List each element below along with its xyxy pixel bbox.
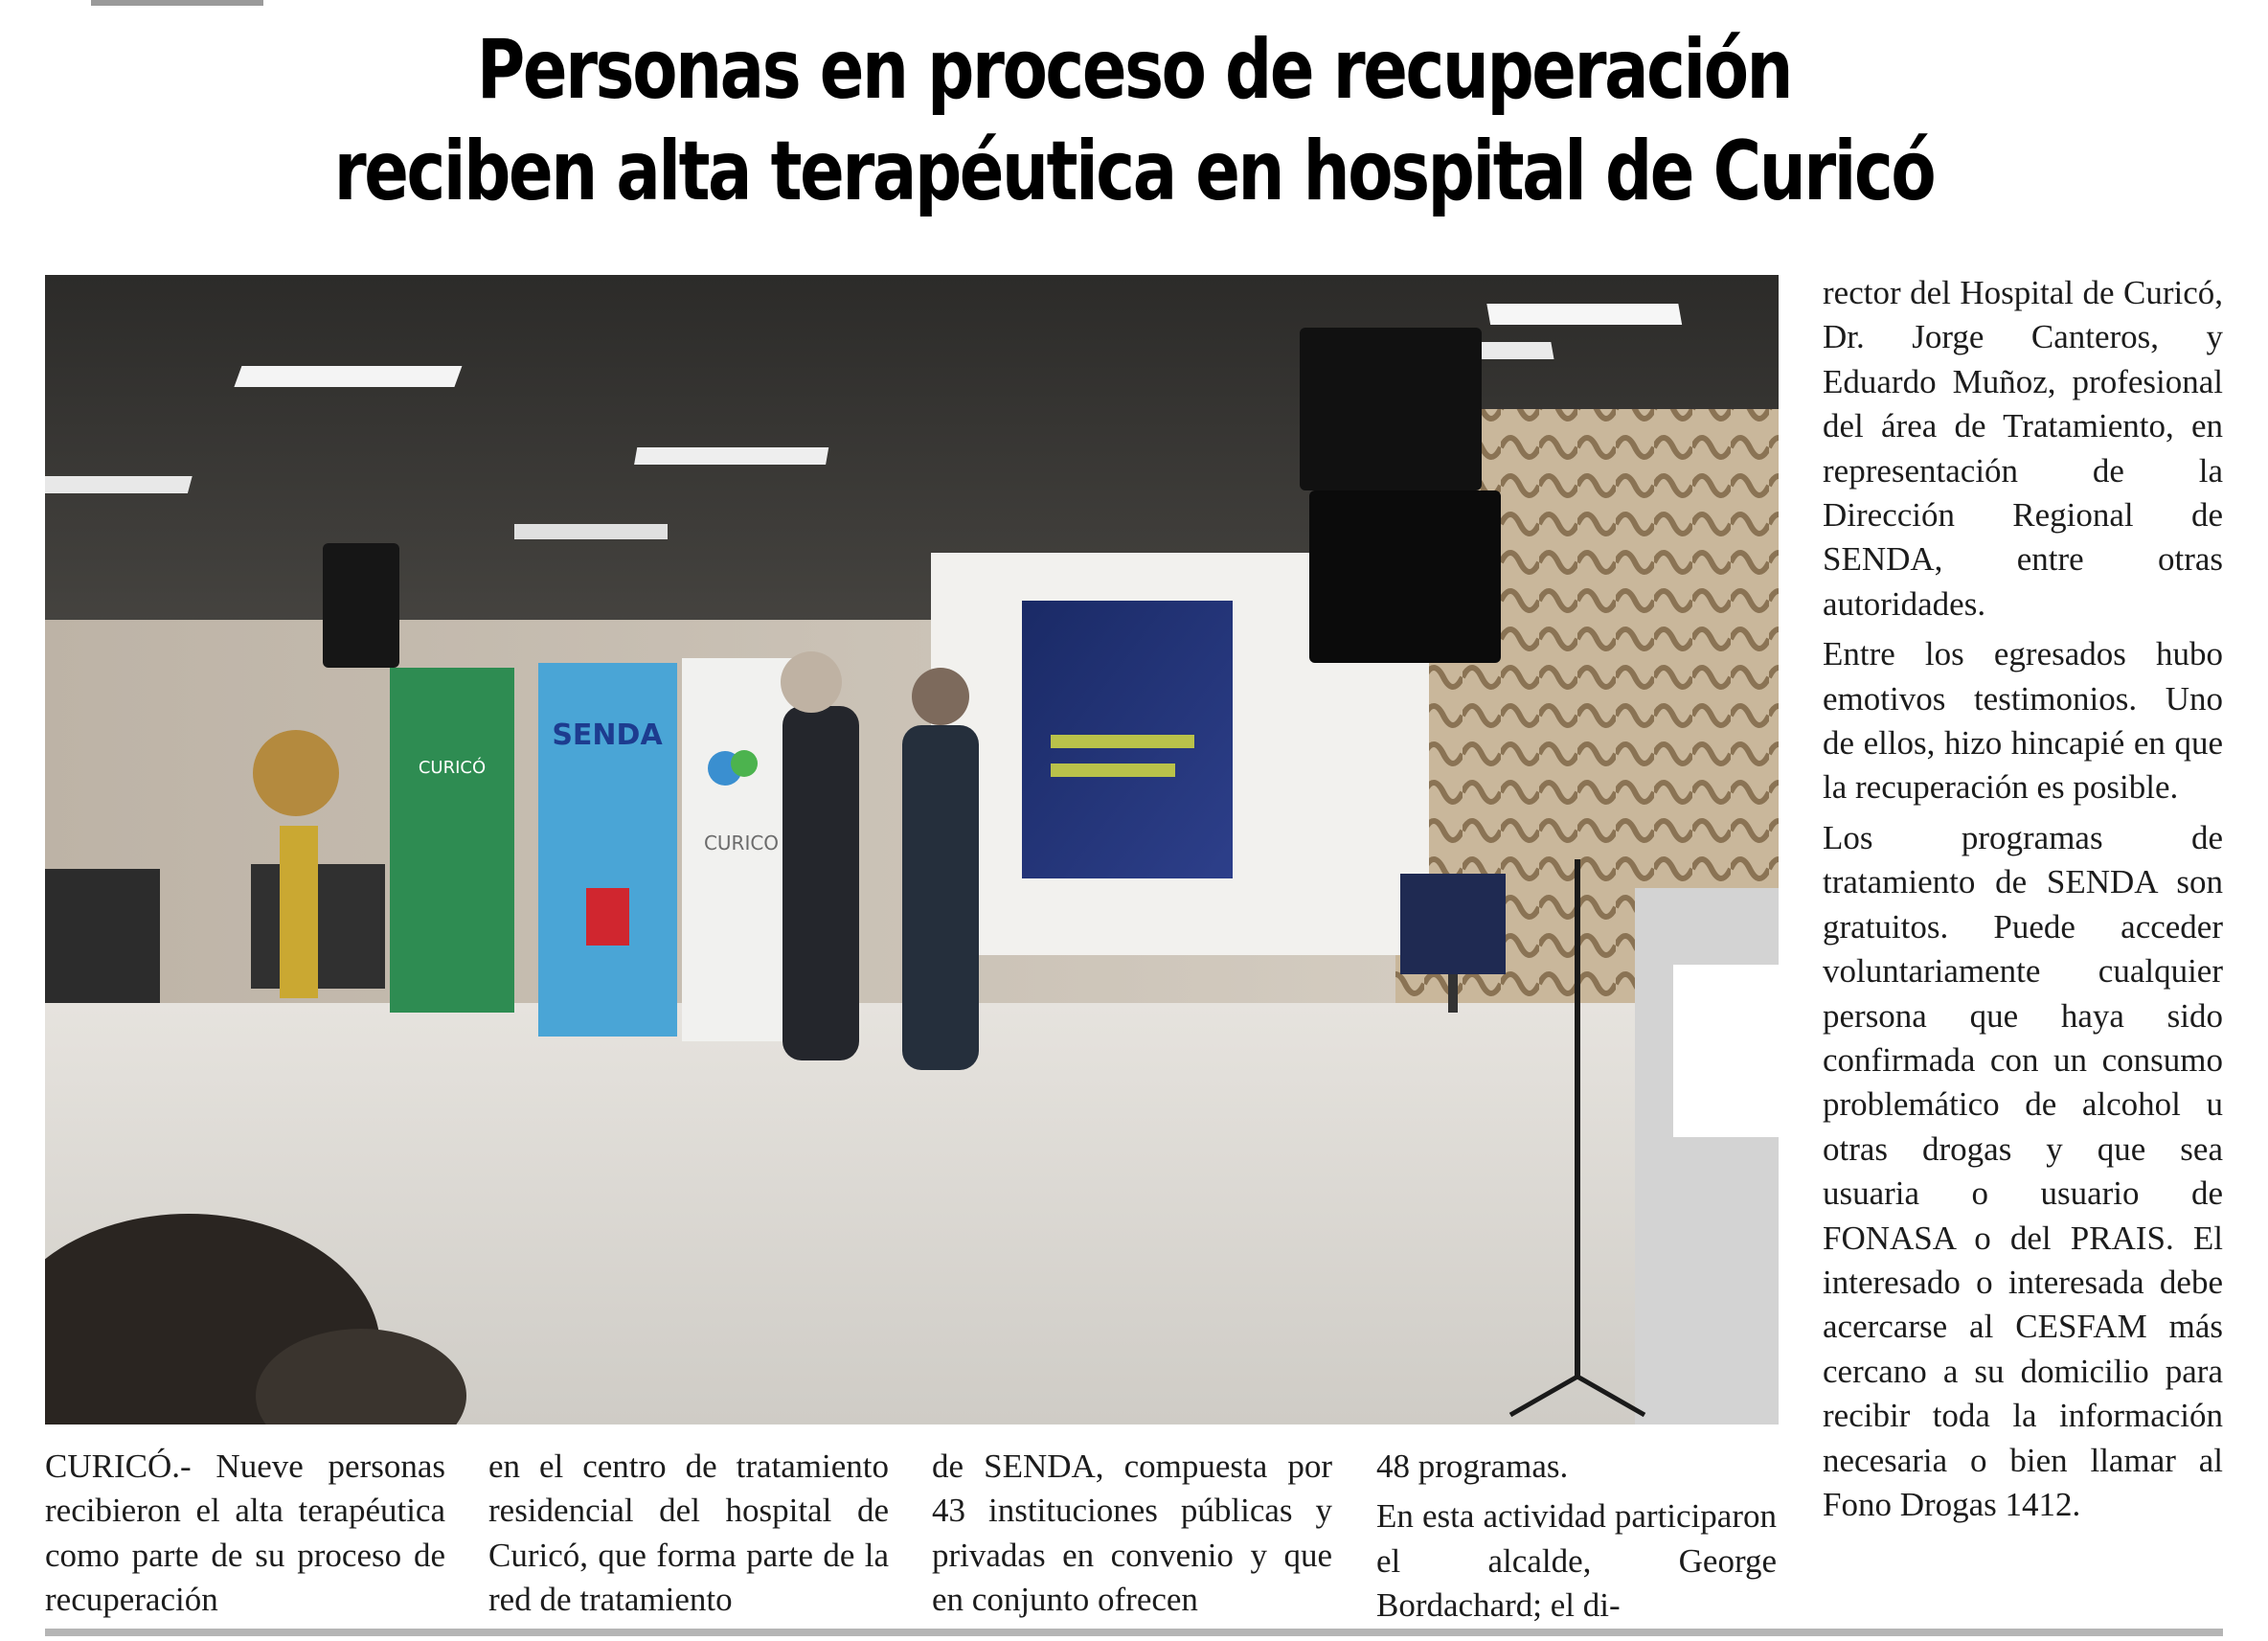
article-column-2 (488, 1445, 889, 1629)
banner-senda-text: SENDA (552, 718, 663, 752)
bottom-rule (45, 1629, 2223, 1636)
article-photo (45, 275, 1779, 1424)
paragraph: rector del Hospital de Curicó, Dr. Jorge Canteros, y Eduardo Muñoz, profesional del área de Tratamiento, en representación de la Dirección Regional de SENDA, entre otras autoridades. (1823, 274, 2223, 623)
paragraph: de SENDA, compuesta por 43 instituciones públicas y privadas en convenio y que en conjunto ofrecen (932, 1447, 1332, 1619)
article-column-5 (1823, 271, 2223, 1533)
paragraph: Los programas de tratamiento de SENDA son gratuitos. Puede acceder voluntariamente cualquier persona que haya sido confirmada con un consumo problemático de alcohol u otras drogas y que sea usuaria o usuario de FONASA o del PRAIS. El interesado o interesada debe acercarse al CESFAM más cercano a su domicilio para recibir toda la información necesaria o bien llamar al Fono Drogas 1412. (1823, 818, 2223, 1523)
headline (227, 19, 2041, 222)
banner-curico-text: CURICÓ (418, 758, 487, 778)
paragraph: CURICÓ.- Nueve personas recibieron el alta terapéutica como parte de su proceso de recuperación (45, 1447, 445, 1619)
banner-curico (390, 668, 514, 1013)
paragraph: Entre los egresados hubo emotivos testimonios. Uno de ellos, hizo hincapié en que la recuperación es posible. (1823, 635, 2223, 807)
article-column-1 (45, 1445, 445, 1629)
article-column-4 (1376, 1445, 1777, 1634)
headline-line-2: reciben alta terapéutica en hospital de Curicó (333, 124, 1935, 219)
paragraph: En esta actividad participaron el alcalde, George Bordachard; el di- (1376, 1497, 1777, 1625)
top-rule (91, 0, 263, 6)
article-column-3 (932, 1445, 1332, 1629)
headline-line-1: Personas en proceso de recuperación (476, 22, 1792, 118)
paragraph: en el centro de tratamiento residencial del hospital de Curicó, que forma parte de la red de tratamiento (488, 1447, 889, 1619)
banner-centro-text: CURICO (703, 832, 780, 855)
paragraph: 48 programas. (1376, 1447, 1569, 1485)
